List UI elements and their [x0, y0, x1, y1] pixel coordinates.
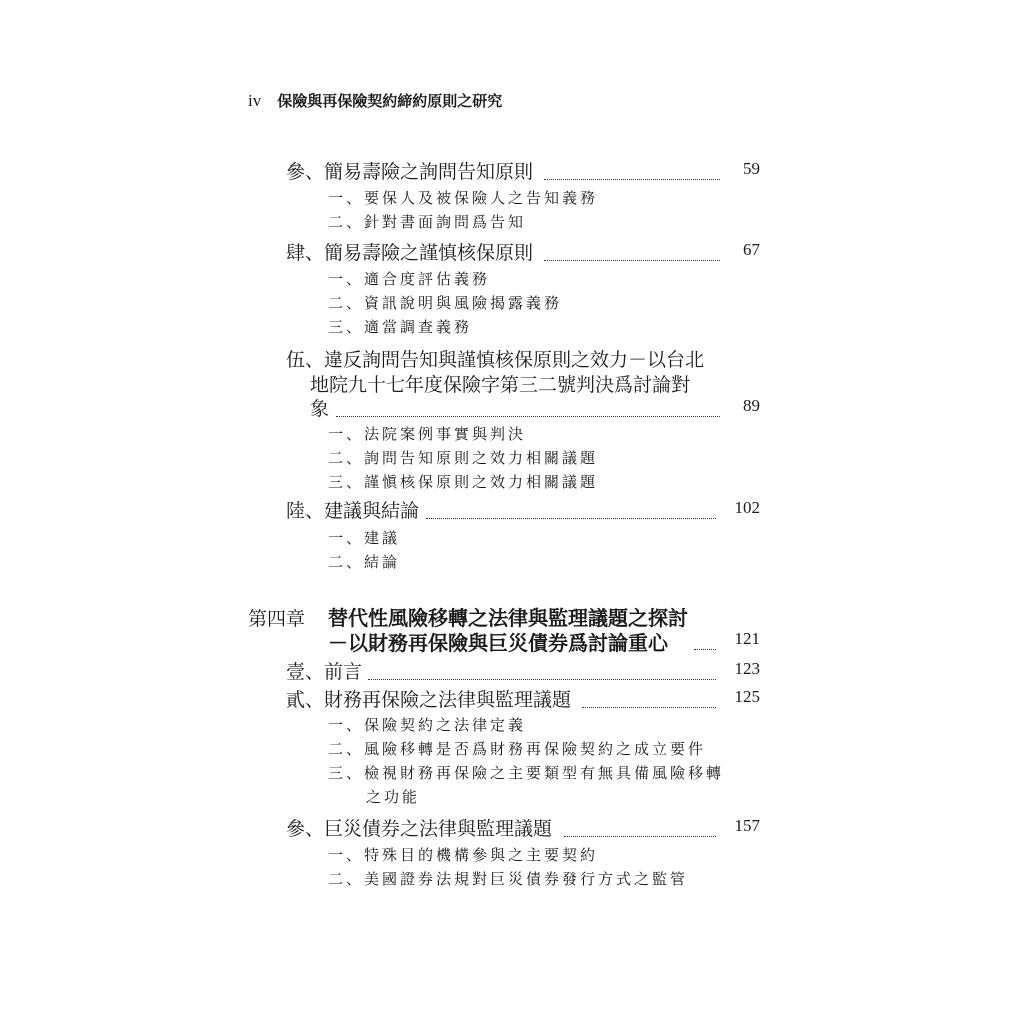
- toc-entry-title: 肆、簡易壽險之謹慎核保原則: [286, 242, 534, 264]
- toc-entry-s3[interactable]: [286, 157, 760, 183]
- toc-subentry[interactable]: 一、保險契約之法律定義: [328, 716, 527, 734]
- dot-leader: [336, 416, 720, 417]
- toc-entry-page: 121: [734, 629, 760, 648]
- dot-leader: [582, 707, 716, 708]
- toc-subentry[interactable]: 二、針對書面詢問爲告知: [328, 213, 527, 231]
- toc-entry-page: 125: [734, 687, 760, 706]
- header-book-title: 保險與再保險契約締約原則之研究: [277, 92, 503, 110]
- toc-entry-chapter4[interactable]: [328, 627, 760, 653]
- dot-leader: [544, 179, 720, 180]
- toc-entry-s5-line1[interactable]: 伍、違反詢問告知與謹慎核保原則之效力－以台北: [286, 349, 705, 371]
- toc-entry-page: 123: [734, 659, 760, 678]
- dot-leader: [544, 260, 720, 261]
- toc-entry-page: 59: [743, 159, 760, 178]
- toc-subentry[interactable]: 二、詢問告知原則之效力相關議題: [328, 449, 599, 467]
- toc-entry-page: 157: [734, 816, 760, 835]
- toc-entry-s4[interactable]: [286, 238, 760, 264]
- toc-entry-title: 參、巨災債券之法律與監理議題: [286, 818, 553, 840]
- toc-entry-s5-line2[interactable]: 地院九十七年度保險字第三二號判決爲討論對: [310, 374, 691, 396]
- toc-subentry[interactable]: 一、法院案例事實與判決: [328, 425, 527, 443]
- toc-entry-c1[interactable]: [286, 657, 760, 683]
- toc-entry-s6[interactable]: [286, 496, 760, 522]
- chapter-title-line2: －以財務再保險與巨災債券爲討論重心: [328, 631, 668, 655]
- toc-entry-page: 102: [734, 498, 760, 517]
- toc-entry-s5[interactable]: [310, 394, 760, 420]
- dot-leader: [694, 649, 716, 650]
- toc-subentry[interactable]: 二、美國證券法規對巨災債券發行方式之監管: [328, 870, 689, 888]
- dot-leader: [426, 518, 716, 519]
- toc-subentry[interactable]: 一、建議: [328, 529, 401, 547]
- toc-entry-title: 象: [310, 398, 330, 420]
- dot-leader: [564, 836, 716, 837]
- toc-subentry[interactable]: 一、要保人及被保險人之告知義務: [328, 189, 599, 207]
- toc-subentry[interactable]: 一、特殊目的機構參與之主要契約: [328, 846, 599, 864]
- toc-entry-title: 貳、財務再保險之法律與監理議題: [286, 689, 572, 711]
- toc-subentry[interactable]: 三、適當調查義務: [328, 318, 473, 336]
- toc-entry-page: 67: [743, 240, 760, 259]
- toc-entry-c2[interactable]: [286, 685, 760, 711]
- toc-entry-title: 陸、建議與結論: [286, 500, 420, 522]
- toc-subentry[interactable]: 二、資訊說明與風險揭露義務: [328, 294, 563, 312]
- toc-subentry[interactable]: 三、檢視財務再保險之主要類型有無具備風險移轉: [328, 764, 725, 782]
- toc-subentry[interactable]: 一、適合度評估義務: [328, 270, 491, 288]
- running-header: [248, 90, 502, 111]
- dot-leader: [368, 679, 716, 680]
- chapter-label: 第四章: [248, 608, 306, 630]
- toc-entry-title: 壹、前言: [286, 661, 363, 683]
- toc-entry-c3[interactable]: [286, 814, 760, 840]
- header-page-number: iv: [248, 91, 262, 110]
- toc-entry-title: 參、簡易壽險之詢問告知原則: [286, 161, 534, 183]
- toc-subentry[interactable]: 三、謹愼核保原則之效力相關議題: [328, 473, 599, 491]
- toc-entry-page: 89: [743, 396, 760, 415]
- chapter-title-line1[interactable]: 替代性風險移轉之法律與監理議題之探討: [328, 606, 688, 630]
- toc-subentry-continuation[interactable]: 之功能: [366, 788, 421, 806]
- toc-subentry[interactable]: 二、結論: [328, 553, 401, 571]
- toc-subentry[interactable]: 二、風險移轉是否爲財務再保險契約之成立要件: [328, 740, 707, 758]
